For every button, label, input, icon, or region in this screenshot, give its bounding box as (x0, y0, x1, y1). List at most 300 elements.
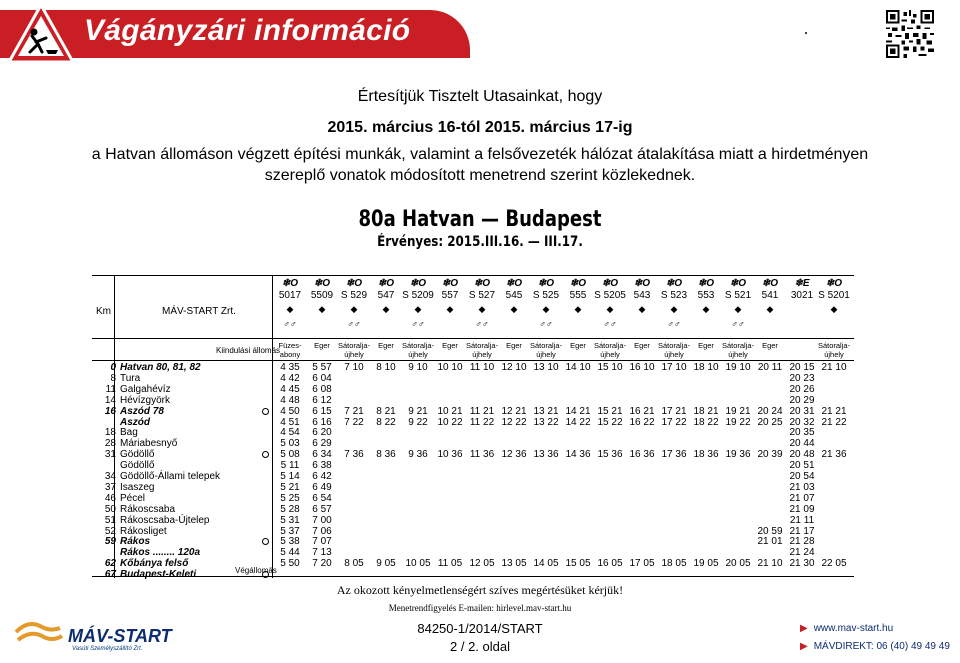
station-name: Tura (120, 372, 141, 384)
departure-time: 21 21 (821, 405, 847, 417)
km-header: Km (96, 306, 111, 317)
departure-time: 4 51 (280, 416, 300, 428)
station-name: Pécel (120, 492, 146, 504)
departure-time: 6 38 (312, 460, 332, 472)
bicycle-icon: ♂♂ (475, 319, 489, 329)
station-km: 50 (104, 503, 116, 515)
timetable-title: 80a Hatvan — Budapest (358, 207, 602, 232)
departure-time: 21 09 (789, 503, 815, 515)
station-km: 8 (110, 372, 116, 384)
train-destination: Sátoralja- újhely (817, 341, 851, 359)
train-header (434, 278, 466, 329)
bicycle-icon: ♂♂ (731, 319, 745, 329)
departure-time: 20 59 (757, 525, 783, 537)
departure-time: 8 36 (376, 449, 396, 461)
station-row (92, 438, 272, 449)
svg-text:MÁV-START: MÁV-START (68, 626, 172, 646)
train-header (658, 278, 690, 329)
mav-start-logo-mark (14, 618, 172, 648)
departure-time: 16 22 (629, 416, 655, 428)
train-service-symbol: ❄O (761, 278, 779, 289)
station-row (92, 449, 272, 460)
departure-time: 10 10 (437, 362, 463, 373)
diamond-icon (786, 304, 818, 314)
departure-time: 6 57 (312, 503, 332, 515)
departure-time: 11 22 (469, 416, 495, 428)
bicycle-icon: ♂♂ (539, 319, 553, 329)
departure-time: 7 20 (312, 558, 332, 570)
departure-time: 20 54 (789, 471, 815, 482)
departure-time: 21 30 (789, 558, 815, 570)
station-name: Galgahévíz (120, 383, 171, 395)
station-name: Rákosliget (120, 525, 167, 537)
departure-time: 7 22 (344, 416, 364, 428)
notice-dates: 2015. március 16-tól 2015. március 17-ig (327, 119, 633, 136)
document-id: 84250-1/2014/START (417, 621, 543, 636)
departure-time: 16 36 (629, 449, 655, 461)
departure-time: 5 57 (312, 362, 332, 373)
train-number: 3021 (790, 290, 814, 301)
transfer-icon (262, 408, 269, 415)
departure-time: 15 36 (597, 449, 623, 461)
train-service-symbol: ❄E (794, 278, 810, 289)
departure-time: 21 10 (821, 362, 847, 373)
departure-time: 6 04 (312, 372, 332, 384)
train-service-symbol: ❄O (377, 278, 395, 289)
station-km: 11 (105, 383, 116, 395)
departure-time: 20 05 (725, 558, 751, 570)
feedback-link[interactable]: Menetrendfigyelés E-mailen: hirlevel.mav-start.hu (388, 603, 572, 613)
diamond-icon: ◆ (510, 304, 518, 314)
train-service-symbol: ❄O (313, 278, 331, 289)
departure-time: 6 12 (312, 394, 332, 406)
apology-text: Az okozott kényelmetlenségért szíves megértésüket kérjük! (336, 583, 624, 597)
bicycle-icon (626, 319, 658, 329)
departure-time: 5 21 (280, 481, 300, 493)
departure-time: 14 36 (565, 449, 591, 461)
phone-contact (800, 641, 950, 652)
departure-time: 4 42 (280, 372, 300, 384)
departure-time: 5 50 (280, 558, 300, 570)
train-number: 5017 (278, 290, 302, 301)
departure-time: 15 10 (597, 362, 623, 373)
departure-time: 6 16 (312, 416, 332, 428)
train-destination: Eger (378, 341, 394, 350)
departure-time: 15 22 (597, 416, 623, 428)
station-name: Rákos (120, 536, 151, 548)
departure-time: 18 22 (693, 416, 719, 428)
departure-time: 12 36 (501, 449, 527, 461)
train-service-symbol: ❄O (601, 278, 619, 289)
train-destination: Sátoralja- újhely (337, 341, 371, 359)
station-km: 67 (104, 569, 116, 581)
station-row (92, 536, 272, 547)
departure-time: 16 10 (629, 362, 655, 373)
bicycle-icon (786, 318, 818, 328)
departure-time: 7 07 (312, 536, 332, 548)
departure-time: 21 03 (789, 481, 815, 493)
notice-reason-cont: szereplő vonatok módosított menetrend szerint közlekednek. (264, 167, 696, 184)
station-row (92, 493, 272, 504)
departure-time: 7 10 (344, 362, 364, 373)
diamond-icon: ◆ (382, 304, 390, 314)
departure-time: 16 21 (629, 405, 655, 417)
website-text: www.mav-start.hu (813, 623, 894, 634)
departure-time: 9 10 (408, 362, 428, 373)
departure-time: 21 22 (821, 416, 847, 428)
train-number: 547 (377, 290, 395, 301)
diamond-icon: ◆ (830, 304, 838, 314)
station-km: 46 (104, 492, 116, 504)
departure-time: 13 10 (533, 362, 559, 373)
train-service-symbol: ❄O (569, 278, 587, 289)
departure-time: 9 05 (376, 558, 396, 570)
train-destination: Sátoralja- újhely (529, 341, 563, 359)
departure-time: 10 05 (405, 558, 431, 570)
departure-time: 20 35 (789, 427, 815, 439)
company-name: MÁV-START Zrt. (162, 306, 236, 317)
train-destination: Sátoralja- újhely (721, 341, 755, 359)
train-header (594, 278, 626, 329)
departure-time: 8 10 (376, 362, 396, 373)
station-km: 62 (104, 558, 116, 570)
train-service-symbol: ❄O (473, 278, 491, 289)
train-destination: Eger (506, 341, 522, 350)
departure-time: 5 08 (280, 449, 300, 461)
train-number: S 5209 (402, 290, 434, 301)
station-name: Aszód 78 (120, 405, 164, 417)
train-header (338, 278, 370, 329)
departure-time: 17 05 (629, 558, 655, 570)
train-service-symbol: ❄O (537, 278, 555, 289)
departure-time: 20 26 (789, 383, 815, 395)
train-number: S 529 (340, 290, 368, 301)
departure-time: 6 15 (312, 405, 332, 417)
train-service-symbol: ❄O (729, 278, 747, 289)
bicycle-icon (306, 319, 338, 329)
departure-time: 11 10 (469, 362, 495, 373)
station-row (92, 504, 272, 515)
departure-time: 17 21 (661, 405, 687, 417)
departure-time: 5 28 (280, 503, 300, 515)
station-row (92, 515, 272, 526)
departure-time: 5 38 (280, 536, 300, 548)
station-row (92, 417, 272, 428)
departure-time: 8 21 (376, 405, 396, 417)
bicycle-icon (754, 319, 786, 329)
train-destination: Eger (314, 341, 330, 350)
timetable-validity: Érvényes: 2015.III.16. — III.17. (377, 234, 583, 250)
train-service-symbol: ❄O (825, 278, 843, 289)
departure-time: 21 07 (789, 492, 815, 504)
station-km: 18 (104, 427, 116, 439)
departure-time: 5 31 (280, 514, 300, 526)
diamond-icon: ◆ (414, 304, 422, 314)
diamond-icon: ◆ (766, 304, 774, 314)
departure-time: 7 00 (312, 514, 332, 526)
departure-time: 20 25 (757, 416, 783, 428)
logo-tagline: Vasúti Személyszállító Zrt. (72, 646, 143, 652)
website-link[interactable] (800, 623, 950, 634)
departure-time: 6 20 (312, 427, 332, 439)
station-name: Rákos ........ 120a (120, 547, 201, 559)
train-number: 543 (633, 290, 651, 301)
train-destination: Eger (442, 341, 458, 350)
station-km: 52 (104, 525, 116, 537)
train-destination: Sátoralja- újhely (465, 341, 499, 359)
departure-time: 10 36 (437, 449, 463, 461)
station-row (92, 406, 272, 417)
departure-time: 10 22 (437, 416, 463, 428)
bicycle-icon: ♂♂ (411, 319, 425, 329)
departure-time: 21 24 (789, 547, 815, 559)
terminus-label: Végállomás (235, 566, 277, 575)
departure-time: 17 10 (661, 362, 687, 373)
station-name: Hatvan 80, 81, 82 (120, 362, 201, 373)
bicycle-icon: ♂♂ (667, 319, 681, 329)
departure-time: 18 05 (661, 558, 687, 570)
station-row (92, 482, 272, 493)
station-row (92, 384, 272, 395)
departure-time: 20 44 (789, 438, 815, 450)
timetable (92, 275, 854, 581)
train-header (402, 278, 434, 329)
station-row (92, 558, 272, 569)
departure-time: 6 42 (312, 471, 332, 482)
departure-time: 14 21 (565, 405, 591, 417)
departure-time: 11 05 (437, 558, 463, 570)
station-name: Kőbánya felső (120, 558, 189, 570)
bicycle-icon: ♂♂ (283, 319, 297, 329)
departure-time: 4 48 (280, 394, 300, 406)
departure-time: 6 49 (312, 481, 332, 493)
departure-time: 5 25 (280, 492, 300, 504)
station-row (92, 395, 272, 406)
departure-time: 15 21 (597, 405, 623, 417)
station-row (92, 547, 272, 558)
departure-time: 21 11 (789, 514, 815, 526)
bicycle-icon (818, 319, 850, 329)
departure-time: 6 34 (312, 449, 332, 461)
mav-start-logo (14, 618, 172, 658)
departure-time: 20 11 (757, 362, 783, 373)
bicycle-icon (690, 319, 722, 329)
train-header (274, 278, 306, 329)
train-destination: Eger (634, 341, 650, 350)
departure-time: 17 22 (661, 416, 687, 428)
header-separator (92, 338, 854, 339)
station-name: Isaszeg (120, 481, 155, 493)
departure-time: 19 21 (725, 405, 751, 417)
departure-time: 12 05 (469, 558, 495, 570)
train-destination: Sátoralja- újhely (657, 341, 691, 359)
departure-time: 22 05 (821, 558, 847, 570)
station-km: 28 (104, 438, 116, 450)
departure-time: 14 22 (565, 416, 591, 428)
departure-time: 18 10 (693, 362, 719, 373)
diamond-icon: ◆ (734, 304, 742, 314)
construction-warning-icon (6, 2, 76, 66)
departure-time: 9 22 (408, 416, 428, 428)
departure-time: 19 05 (693, 558, 719, 570)
train-header (562, 278, 594, 329)
departure-time: 19 10 (725, 362, 751, 373)
departure-time: 20 31 (789, 405, 815, 417)
train-header (786, 278, 818, 328)
train-destination: Füzes- abony (278, 341, 302, 359)
page-number: 2 / 2. oldal (450, 639, 510, 654)
departure-time: 21 10 (757, 558, 783, 570)
station-km: 37 (104, 481, 116, 493)
departure-time: 7 21 (344, 405, 364, 417)
departure-time: 20 39 (757, 449, 783, 461)
departure-time: 12 10 (501, 362, 527, 373)
departure-time: 20 48 (789, 449, 815, 461)
phone-text: MÁVDIREKT: 06 (40) 49 49 49 (813, 641, 950, 652)
train-number: 553 (697, 290, 715, 301)
station-name: Budapest-Keleti (120, 569, 197, 581)
station-km: 0 (110, 362, 116, 373)
station-row (92, 373, 272, 384)
train-number: S 527 (468, 290, 496, 301)
station-name: Máriabesnyő (120, 438, 178, 450)
station-km: 59 (104, 536, 116, 548)
departure-time: 5 44 (280, 547, 300, 559)
departure-time: 12 22 (501, 416, 527, 428)
departure-time: 5 03 (280, 438, 300, 450)
departure-time: 11 36 (469, 449, 495, 461)
diamond-icon: ◆ (638, 304, 646, 314)
header-banner (0, 0, 480, 68)
station-name: Bag (120, 427, 138, 439)
train-service-symbol: ❄O (665, 278, 683, 289)
train-destination: Eger (570, 341, 586, 350)
train-service-symbol: ❄O (345, 278, 363, 289)
diamond-icon: ◆ (542, 304, 550, 314)
arrow-icon: ▶ (800, 641, 808, 652)
diamond-icon: ◆ (350, 304, 358, 314)
departure-time: 8 22 (376, 416, 396, 428)
bicycle-icon (370, 319, 402, 329)
departure-time: 19 36 (725, 449, 751, 461)
departure-time: 21 28 (789, 536, 815, 548)
station-name: Rákoscsaba (120, 503, 176, 515)
bicycle-icon: ♂♂ (347, 319, 361, 329)
departure-time: 18 36 (693, 449, 719, 461)
station-name: Gödöllő (120, 449, 155, 461)
station-row (92, 460, 272, 471)
departure-time: 7 13 (312, 547, 332, 559)
departure-time: 21 01 (757, 536, 783, 548)
train-service-symbol: ❄O (409, 278, 427, 289)
departure-time: 14 10 (565, 362, 591, 373)
departure-time: 6 54 (312, 492, 332, 504)
departure-time: 5 37 (280, 525, 300, 537)
station-name: Rákoscsaba-Újtelep (120, 514, 210, 526)
departure-time: 5 11 (280, 460, 300, 472)
train-number: S 525 (532, 290, 560, 301)
bicycle-icon (434, 319, 466, 329)
train-number: S 523 (660, 290, 688, 301)
train-header (626, 278, 658, 329)
train-header (498, 278, 530, 329)
banner-title: Vágányzári információ (84, 14, 411, 47)
train-service-symbol: ❄O (441, 278, 459, 289)
train-number: 5509 (310, 290, 334, 301)
train-header (722, 278, 754, 329)
departure-time: 19 22 (725, 416, 751, 428)
station-row (92, 427, 272, 438)
train-service-symbol: ❄O (697, 278, 715, 289)
station-km: 31 (104, 449, 116, 461)
diamond-icon: ◆ (702, 304, 710, 314)
departure-time: 20 32 (789, 416, 815, 428)
station-row (92, 362, 272, 373)
diamond-icon: ◆ (286, 304, 294, 314)
diamond-icon: ◆ (478, 304, 486, 314)
departure-time: 13 22 (533, 416, 559, 428)
station-name: Gödöllő (120, 460, 155, 472)
station-name: Aszód (120, 416, 150, 428)
departure-time: 4 54 (280, 427, 300, 439)
diamond-icon: ◆ (606, 304, 614, 314)
departure-time: 11 21 (469, 405, 495, 417)
bicycle-icon (562, 319, 594, 329)
departure-time: 9 21 (408, 405, 428, 417)
departure-time: 17 36 (661, 449, 687, 461)
station-row (92, 569, 272, 580)
departure-time: 20 51 (789, 460, 815, 472)
train-header (690, 278, 722, 329)
station-km: 51 (104, 514, 116, 526)
station-km: 16 (104, 405, 116, 417)
departure-time: 20 15 (789, 362, 815, 373)
train-number: S 5205 (594, 290, 626, 301)
departure-time: 6 08 (312, 383, 332, 395)
train-number: 541 (761, 290, 779, 301)
station-km: 14 (104, 394, 116, 406)
destination-separator (92, 360, 854, 361)
train-destination: Sátoralja- újhely (593, 341, 627, 359)
station-name: Gödöllő-Állami telepek (120, 471, 221, 482)
notice-reason: a Hatvan állomáson végzett építési munkák, valamint a felsővezeték hálózat átalakítása miatt a hirdetményen (91, 146, 869, 163)
diamond-icon: ◆ (446, 304, 454, 314)
train-header (530, 278, 562, 329)
train-destination: Eger (762, 341, 778, 350)
origin-label: Kiindulási állomás (216, 346, 281, 355)
train-destination: Eger (698, 341, 714, 350)
train-header (306, 278, 338, 329)
station-column-divider (272, 276, 273, 578)
departure-time: 7 06 (312, 525, 332, 537)
train-number: 545 (505, 290, 523, 301)
train-service-symbol: ❄O (633, 278, 651, 289)
notice-greeting: Értesítjük Tisztelt Utasainkat, hogy (357, 88, 603, 105)
departure-time: 21 17 (789, 525, 815, 537)
departure-time: 8 05 (344, 558, 364, 570)
departure-time: 13 21 (533, 405, 559, 417)
departure-time: 13 36 (533, 449, 559, 461)
station-name: Hévízgyörk (120, 394, 171, 406)
departure-time: 16 05 (597, 558, 623, 570)
departure-time: 13 05 (501, 558, 527, 570)
bicycle-icon: ♂♂ (603, 319, 617, 329)
departure-time: 20 23 (789, 372, 815, 384)
departure-time: 21 36 (821, 449, 847, 461)
departure-time: 20 24 (757, 405, 783, 417)
train-number: S 521 (724, 290, 752, 301)
train-service-symbol: ❄O (281, 278, 299, 289)
